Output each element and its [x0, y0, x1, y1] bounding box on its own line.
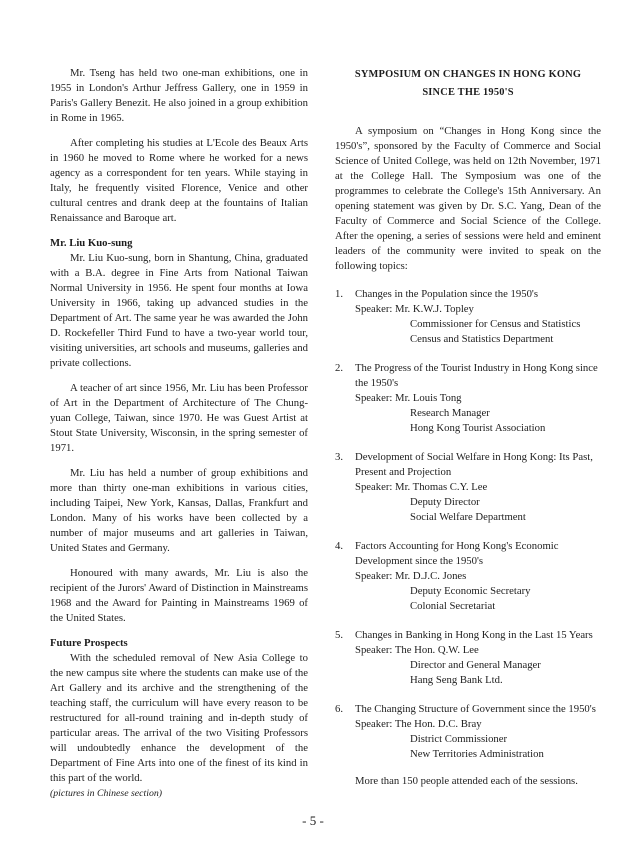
paragraph-future-prospects: With the scheduled removal of New Asia College to the new campus site where the students can make use of the Art Gallery and its archive and the strengthening of the teaching staff, the curriculum will have every reason to be restructured for all-round training and in-depth study of particular areas. The arrival of the two Visiting Professors will undoubtedly enhance the development of the Department of Fine Arts into one of the finest of its kind in this part of the world. [50, 652, 308, 784]
caption-pictures: (pictures in Chinese section) [50, 788, 163, 799]
speaker-role: Research Manager [410, 407, 490, 419]
topic-item [335, 287, 601, 347]
topic-number: 4. [335, 540, 344, 552]
topic-number: 2. [335, 362, 344, 374]
topic-title: The Changing Structure of Government since the 1950's [355, 703, 596, 715]
paragraph-liu-teaching: A teacher of art since 1956, Mr. Liu has been Professor of Art in the Department of Architecture of The Chung-yuan College, Taiwan, since 1970. He was Guest Artist at Stout State University, Wisconsin, in the spring semester of 1971. [50, 382, 308, 454]
topic-number: 5. [335, 629, 344, 641]
topic-title: Factors Accounting for Hong Kong's Economic Development since the 1950's [355, 540, 559, 567]
topic-title: The Progress of the Tourist Industry in Hong Kong since the 1950's [355, 362, 598, 389]
topic-item [335, 702, 601, 762]
topic-item [335, 450, 601, 525]
paragraph-liu-exhibitions: Mr. Liu has held a number of group exhibitions and more than thirty one-man exhibitions in various cities, including Taipei, New York, Kansas, Dallas, Frankfurt and London. Many of his works have been collected by a number of major museums and art galleries in Taiwan, United States and Germany. [50, 467, 308, 554]
topic-speaker: Speaker: The Hon. D.C. Bray [355, 718, 482, 730]
heading-liu-kuo-sung: Mr. Liu Kuo-sung [50, 237, 133, 249]
topic-item [335, 539, 601, 614]
paragraph-tseng-rome: After completing his studies at L'Ecole des Beaux Arts in 1960 he moved to Rome where he worked for a news agency as a correspondent for ten years. While staying in Italy, he frequently visited Florence, Venice and other cultural centres and drank deep at the fountains of Italian Renaissance and Baroque art. [50, 137, 308, 224]
topic-speaker: Speaker: The Hon. Q.W. Lee [355, 644, 479, 656]
speaker-organization: New Territories Administration [410, 748, 544, 760]
speaker-organization: Social Welfare Department [410, 511, 526, 523]
speaker-role: Deputy Director [410, 496, 480, 508]
speaker-organization: Colonial Secretariat [410, 600, 496, 612]
speaker-organization: Census and Statistics Department [410, 333, 554, 345]
symposium-title-line2: SINCE THE 1950'S [422, 87, 514, 98]
speaker-organization: Hong Kong Tourist Association [410, 422, 546, 434]
symposium-intro: A symposium on “Changes in Hong Kong since the 1950's”, sponsored by the Faculty of Commerce and Social Science of United College, was held on 12th November, 1971 at the College Hall. The Symposium was one of the programmes to celebrate the College's 15th Anniversary. An opening statement was given by Dr. S.C. Yang, Dean of the Faculty of Commerce and Social Science of the College. After the opening, a series of sessions were held and eminent leaders of the community were invited to speak on the following topics: [335, 125, 601, 272]
topic-title: Changes in Banking in Hong Kong in the Last 15 Years [355, 629, 593, 641]
heading-future-prospects: Future Prospects [50, 637, 128, 649]
topic-title: Changes in the Population since the 1950's [355, 288, 538, 300]
speaker-role: Commissioner for Census and Statistics [410, 318, 581, 330]
left-column [50, 66, 308, 801]
topic-speaker: Speaker: Mr. D.J.C. Jones [355, 570, 467, 582]
paragraph-liu-awards: Honoured with many awards, Mr. Liu is also the recipient of the Jurors' Award of Distinction in Mainstreams 1968 and the Award for Painting in Mainstreams 1969 of the United States. [50, 567, 308, 624]
topic-item [335, 361, 601, 436]
topic-number: 1. [335, 288, 344, 300]
topic-speaker: Speaker: Mr. Thomas C.Y. Lee [355, 481, 488, 493]
symposium-title-line1: SYMPOSIUM ON CHANGES IN HONG KONG [354, 69, 582, 80]
page-number: - 5 - [302, 813, 324, 828]
speaker-role: Director and General Manager [410, 659, 541, 671]
topic-speaker: Speaker: Mr. K.W.J. Topley [355, 303, 474, 315]
paragraph-tseng-exhibitions: Mr. Tseng has held two one-man exhibitions, one in 1955 in London's Arthur Jeffress Gallery, one in 1959 in Paris's Gallery Benezit. He also joined in a group exhibition in Rome in 1965. [50, 67, 308, 124]
topic-number: 6. [335, 703, 344, 715]
symposium-closing: More than 150 people attended each of the sessions. [355, 775, 578, 787]
right-column [335, 66, 601, 789]
speaker-role: District Commissioner [410, 733, 508, 745]
speaker-organization: Hang Seng Bank Ltd. [410, 674, 503, 686]
topic-item [335, 628, 601, 688]
topic-speaker: Speaker: Mr. Louis Tong [355, 392, 462, 404]
paragraph-liu-education: Mr. Liu Kuo-sung, born in Shantung, China, graduated with a B.A. degree in Fine Arts from National Taiwan Normal University in 1956. He spent four months at Iowa University in 1966, taking up advanced studies in the Department of Art. The same year he was awarded the John D. Rockefeller Third Fund to have a two-year world tour, visiting universities, art schools and museums, galleries and private collections. [50, 252, 308, 369]
symposium-title [335, 66, 601, 102]
speaker-role: Deputy Economic Secretary [410, 585, 531, 597]
topic-number: 3. [335, 451, 344, 463]
topic-title: Development of Social Welfare in Hong Kong: Its Past, Present and Projection [355, 451, 593, 478]
